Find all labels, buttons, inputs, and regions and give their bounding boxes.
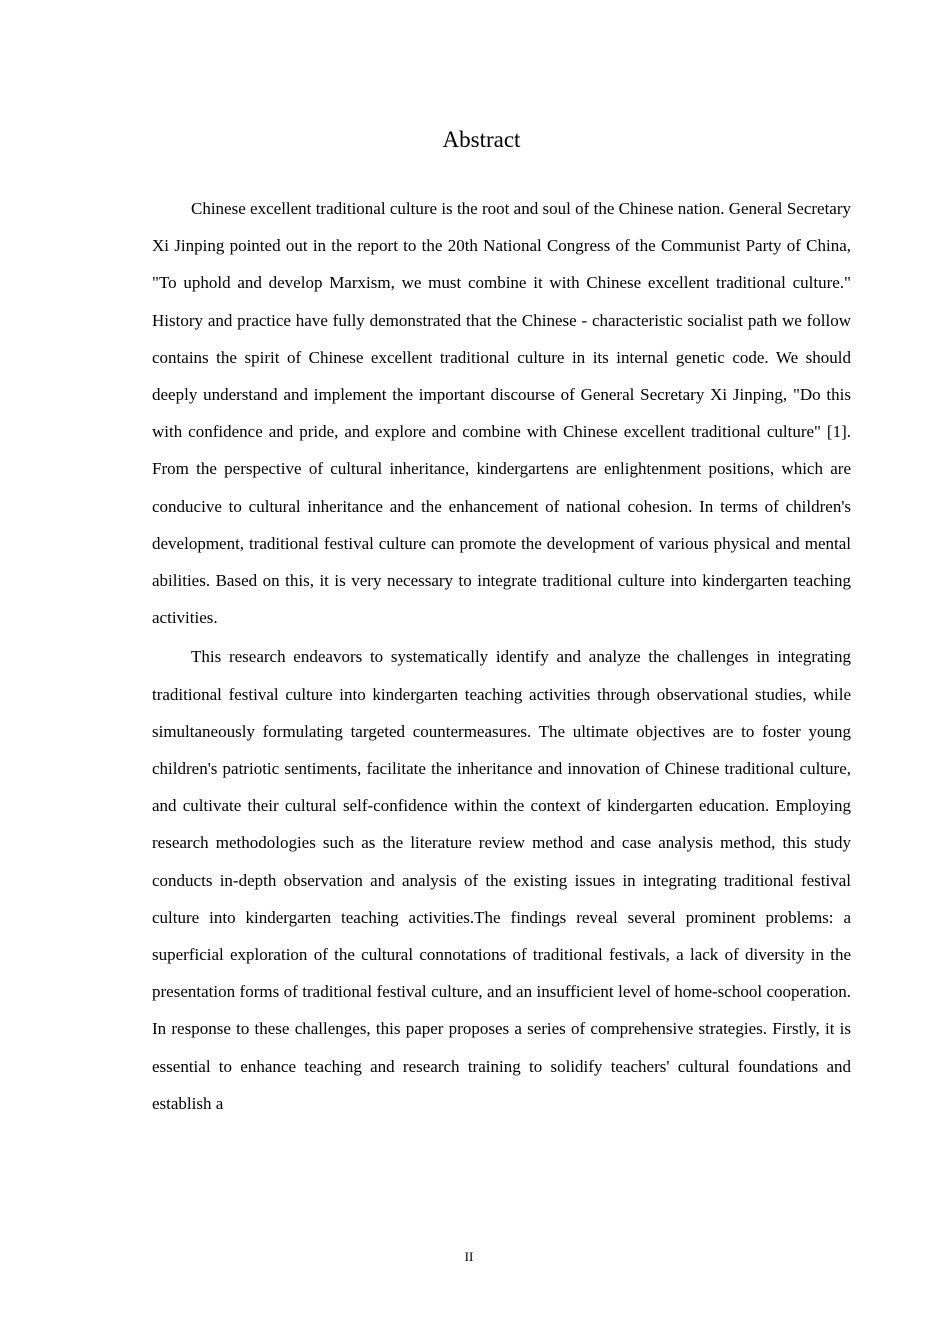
abstract-paragraph-1: Chinese excellent traditional culture is the root and soul of the Chinese nation. General Secretary Xi Jinping pointed out in the report to the 20th National Congress of the Communist Party of China, "To uphold and develop Marxism, we must combine it with Chinese excellent traditional culture." History and practice have fully demonstrated that the Chinese - characteristic socialist path we follow contains the spirit of Chinese excellent traditional culture in its internal genetic code. We should deeply understand and implement the important discourse of General Secretary Xi Jinping, "Do this with confidence and pride, and explore and combine with Chinese excellent traditional culture" [1]. From the perspective of cultural inheritance, kindergartens are enlightenment positions, which are conducive to cultural inheritance and the enhancement of national cohesion. In terms of children's development, traditional festival culture can promote the development of various physical and mental abilities. Based on this, it is very necessary to integrate traditional culture into kindergarten teaching activities. <box>152 199 851 628</box>
page-number: II <box>464 1249 474 1264</box>
abstract-body <box>152 190 851 1122</box>
page-title: Abstract <box>442 127 521 152</box>
abstract-paragraph-2: This research endeavors to systematically identify and analyze the challenges in integrating traditional festival culture into kindergarten teaching activities through observational studies, while simultaneously formulating targeted countermeasures. The ultimate objectives are to foster young children's patriotic sentiments, facilitate the inheritance and innovation of Chinese traditional culture, and cultivate their cultural self-confidence within the context of kindergarten education. Employing research methodologies such as the literature review method and case analysis method, this study conducts in-depth observation and analysis of the existing issues in integrating traditional festival culture into kindergarten teaching activities.The findings reveal several prominent problems: a superficial exploration of the cultural connotations of traditional festivals, a lack of diversity in the presentation forms of traditional festival culture, and an insufficient level of home-school cooperation. In response to these challenges, this paper proposes a series of comprehensive strategies. Firstly, it is essential to enhance teaching and research training to solidify teachers' cultural foundations and establish a <box>152 647 851 1113</box>
